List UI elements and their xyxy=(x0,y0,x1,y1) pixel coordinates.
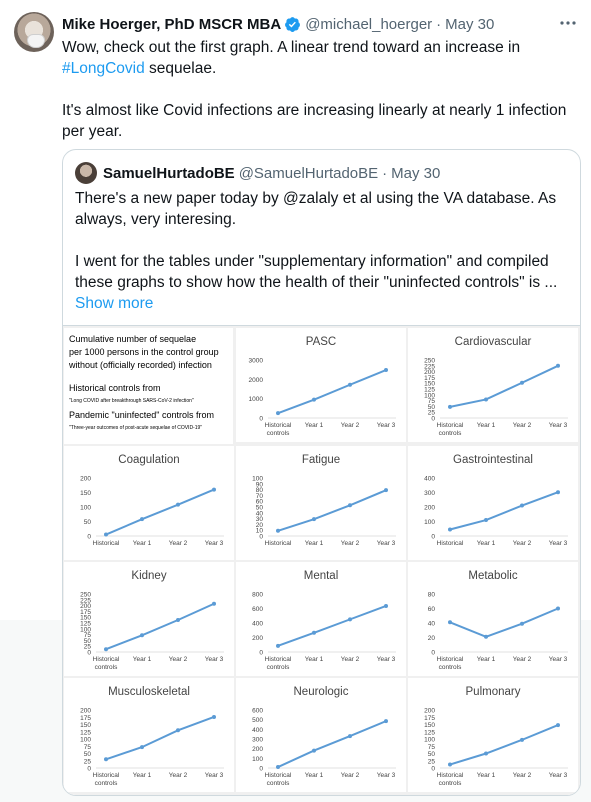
y-tick-label: 25 xyxy=(83,643,91,651)
y-tick-label: 400 xyxy=(252,620,263,628)
x-tick-label: Year 2 xyxy=(168,656,188,663)
legend-title-line2: per 1000 persons in the control group xyxy=(69,347,219,357)
hashtag-link[interactable]: #LongCovid xyxy=(62,60,145,77)
verified-badge-icon xyxy=(284,16,301,33)
y-tick-label: 3000 xyxy=(248,357,263,365)
x-tick-label: Historical xyxy=(92,540,120,547)
series-line xyxy=(106,717,214,759)
data-point xyxy=(484,752,488,756)
chart-svg xyxy=(236,446,406,560)
series-line xyxy=(278,721,386,767)
data-point xyxy=(348,617,352,621)
y-tick-label: 40 xyxy=(255,510,263,518)
chart-panel-pulmonary xyxy=(408,678,578,792)
data-point xyxy=(104,533,108,537)
x-tick-label: Year 3 xyxy=(204,772,224,779)
y-tick-label: 25 xyxy=(427,758,435,766)
y-tick-label: 175 xyxy=(424,714,435,722)
data-point xyxy=(140,745,144,749)
chart-panel-neurologic xyxy=(236,678,406,792)
data-point xyxy=(556,490,560,494)
x-tick-label: Year 3 xyxy=(376,772,396,779)
x-tick-label-line1: Historical xyxy=(92,656,120,663)
y-tick-label: 60 xyxy=(255,498,263,506)
y-tick-label: 0 xyxy=(259,415,263,423)
y-tick-label: 150 xyxy=(80,722,91,729)
chart-title: Neurologic xyxy=(293,686,349,698)
x-tick-label: Year 1 xyxy=(132,656,152,663)
series-line xyxy=(106,604,214,649)
x-tick-label: Year 1 xyxy=(304,540,324,547)
data-point xyxy=(276,644,280,648)
y-tick-label: 125 xyxy=(424,386,435,394)
x-tick-label-line2: controls xyxy=(438,780,462,787)
tweet-paragraph-1 xyxy=(62,37,577,79)
y-tick-label: 90 xyxy=(255,481,263,489)
y-tick-label: 250 xyxy=(424,357,435,365)
y-tick-label: 150 xyxy=(80,614,91,622)
y-tick-label: 20 xyxy=(255,521,263,529)
data-point xyxy=(312,631,316,635)
quote-paragraph-1: There's a new paper today by @zalaly et al using the VA database. As always, very interesing. xyxy=(75,190,557,228)
x-tick-label: Year 2 xyxy=(340,540,360,547)
y-tick-label: 200 xyxy=(252,746,263,754)
x-tick-label-line2: controls xyxy=(94,664,118,671)
legend-historical-source: "Long COVID after breakthrough SARS-CoV-2 infection" xyxy=(69,398,194,404)
x-tick-label: Year 3 xyxy=(548,656,568,663)
series-line xyxy=(278,606,386,646)
y-tick-label: 25 xyxy=(427,409,435,417)
data-point xyxy=(484,635,488,639)
y-tick-label: 500 xyxy=(252,717,263,725)
quote-author-name[interactable]: SamuelHurtadoBE xyxy=(103,164,235,182)
y-tick-label: 80 xyxy=(427,591,435,599)
y-tick-label: 175 xyxy=(80,608,91,616)
y-tick-label: 150 xyxy=(424,722,435,729)
data-point xyxy=(276,411,280,415)
data-point xyxy=(176,618,180,622)
chart-title: Gastrointestinal xyxy=(453,454,533,466)
y-tick-label: 800 xyxy=(252,591,263,599)
data-point xyxy=(484,397,488,401)
x-tick-label-line2: controls xyxy=(266,664,290,671)
face-mask-shape xyxy=(27,34,45,48)
y-tick-label: 2000 xyxy=(248,376,263,384)
legend-title-line1: Cumulative number of sequelae xyxy=(69,334,197,344)
chart-panel-metabolic xyxy=(408,562,578,676)
data-point xyxy=(312,398,316,402)
y-tick-label: 25 xyxy=(83,758,91,766)
chart-title: Kidney xyxy=(131,570,167,582)
data-point xyxy=(448,405,452,409)
y-tick-label: 20 xyxy=(427,635,435,642)
show-more-link[interactable]: Show more xyxy=(75,295,154,312)
y-tick-label: 225 xyxy=(424,363,435,371)
data-point xyxy=(140,517,144,521)
x-tick-label: Historical xyxy=(436,540,464,547)
chart-svg xyxy=(64,678,234,792)
y-tick-label: 100 xyxy=(424,519,435,526)
y-tick-label: 70 xyxy=(255,492,263,500)
x-tick-label: Year 2 xyxy=(512,656,532,663)
chart-title: Metabolic xyxy=(468,570,518,582)
x-tick-label xyxy=(265,656,292,671)
y-tick-label: 300 xyxy=(252,736,263,744)
chart-svg xyxy=(408,678,578,792)
data-point xyxy=(176,503,180,507)
quote-text xyxy=(75,188,570,314)
data-point xyxy=(448,620,452,624)
y-tick-label: 225 xyxy=(80,597,91,605)
figure-legend-panel xyxy=(64,328,233,444)
x-tick-label: Year 1 xyxy=(476,540,496,547)
quote-separator-dot: · xyxy=(382,164,388,182)
x-tick-label-line2: controls xyxy=(94,780,118,787)
legend-title-line3: without (officially recorded) infection xyxy=(69,360,212,370)
x-tick-label-line1: Historical xyxy=(264,422,292,429)
x-tick-label: Year 3 xyxy=(376,656,396,663)
series-line xyxy=(450,366,558,407)
y-tick-label: 300 xyxy=(424,490,435,497)
chart-title: Musculoskeletal xyxy=(108,686,190,698)
chart-panel-musculoskeletal xyxy=(64,678,234,792)
chart-svg xyxy=(236,678,406,792)
data-point xyxy=(520,738,524,742)
y-tick-label: 0 xyxy=(259,765,263,773)
y-tick-label: 10 xyxy=(255,527,263,535)
x-tick-label: Year 1 xyxy=(304,656,324,663)
y-tick-label: 100 xyxy=(252,755,263,763)
chart-svg xyxy=(64,446,234,560)
x-tick-label xyxy=(437,772,464,787)
data-point xyxy=(212,602,216,606)
x-tick-label: Year 2 xyxy=(168,772,188,779)
y-tick-label: 0 xyxy=(87,765,91,773)
x-tick-label: Year 3 xyxy=(376,540,396,547)
chart-title: Coagulation xyxy=(118,454,180,466)
data-point xyxy=(212,715,216,719)
y-tick-label: 0 xyxy=(259,649,263,657)
data-point xyxy=(520,622,524,626)
y-tick-label: 0 xyxy=(87,649,91,657)
y-tick-label: 200 xyxy=(424,369,435,377)
chart-svg xyxy=(408,446,578,560)
data-point xyxy=(556,607,560,611)
separator-dot: · xyxy=(436,15,442,33)
x-tick-label-line1: Historical xyxy=(264,656,292,663)
y-tick-label: 0 xyxy=(431,649,435,657)
tweet-paragraph-2: It's almost like Covid infections are increasing linearly at nearly 1 infection per year. xyxy=(62,102,567,140)
y-tick-label: 600 xyxy=(252,606,263,613)
y-tick-label: 30 xyxy=(255,516,263,524)
legend-pandemic-label: Pandemic "uninfected" controls from xyxy=(69,410,214,420)
y-tick-label: 100 xyxy=(80,504,91,512)
y-tick-label: 200 xyxy=(252,635,263,642)
more-dots-glyph xyxy=(559,14,577,32)
data-point xyxy=(384,604,388,608)
chart-svg xyxy=(236,328,406,442)
y-tick-label: 125 xyxy=(424,729,435,737)
y-tick-label: 50 xyxy=(255,504,263,512)
y-tick-label: 200 xyxy=(80,707,91,715)
y-tick-label: 150 xyxy=(80,490,91,497)
y-tick-label: 50 xyxy=(83,637,91,645)
chart-panel-mental xyxy=(236,562,406,676)
series-line xyxy=(278,490,386,531)
x-tick-label: Year 1 xyxy=(476,656,496,663)
quote-header xyxy=(75,162,440,184)
chart-title: Fatigue xyxy=(301,454,341,466)
quote-date[interactable]: May 30 xyxy=(391,164,441,182)
y-tick-label: 100 xyxy=(80,626,91,634)
y-tick-label: 75 xyxy=(83,743,91,751)
data-point xyxy=(104,647,108,651)
y-tick-label: 200 xyxy=(80,603,91,611)
x-tick-label: Year 3 xyxy=(548,422,568,429)
chart-panel-kidney xyxy=(64,562,234,676)
chart-panel-coagulation xyxy=(64,446,234,560)
data-point xyxy=(384,368,388,372)
x-tick-label: Year 2 xyxy=(340,772,360,779)
x-tick-label: Year 2 xyxy=(340,422,360,429)
y-tick-label: 0 xyxy=(431,415,435,423)
more-icon[interactable] xyxy=(559,14,577,32)
data-point xyxy=(276,529,280,533)
x-tick-label: Year 1 xyxy=(132,540,152,547)
tweet-date[interactable]: May 30 xyxy=(445,15,495,33)
x-tick-label-line2: controls xyxy=(438,430,462,437)
data-point xyxy=(176,728,180,732)
data-point xyxy=(384,719,388,723)
x-tick-label: Year 1 xyxy=(476,422,496,429)
chart-panel-cardiovascular xyxy=(408,328,578,442)
y-tick-label: 400 xyxy=(424,475,435,483)
x-tick-label: Year 3 xyxy=(548,772,568,779)
quoted-tweet[interactable] xyxy=(62,149,581,796)
tweet-text xyxy=(62,37,577,142)
quote-paragraph-gap xyxy=(75,230,570,251)
x-tick-label-line1: Historical xyxy=(436,772,464,779)
data-point xyxy=(104,757,108,761)
y-tick-label: 40 xyxy=(427,620,435,628)
y-tick-label: 80 xyxy=(255,487,263,495)
data-point xyxy=(556,723,560,727)
series-line xyxy=(450,609,558,637)
x-tick-label xyxy=(437,656,464,671)
y-tick-label: 75 xyxy=(427,398,435,406)
chart-title: Mental xyxy=(303,570,339,582)
data-point xyxy=(556,364,560,368)
chart-svg xyxy=(64,562,234,676)
data-point xyxy=(276,765,280,769)
x-tick-label: Year 3 xyxy=(376,422,396,429)
y-tick-label: 250 xyxy=(80,591,91,599)
y-tick-label: 200 xyxy=(424,504,435,512)
quote-author-avatar[interactable] xyxy=(75,162,97,184)
data-point xyxy=(384,488,388,492)
x-tick-label: Year 1 xyxy=(132,772,152,779)
tweet-text-line2: sequelae. xyxy=(144,60,217,77)
data-point xyxy=(520,504,524,508)
x-tick-label: Year 2 xyxy=(512,540,532,547)
y-tick-label: 75 xyxy=(83,632,91,640)
data-point xyxy=(484,518,488,522)
chart-panel-fatigue xyxy=(236,446,406,560)
y-tick-label: 100 xyxy=(424,736,435,744)
y-tick-label: 0 xyxy=(87,533,91,541)
x-tick-label-line1: Historical xyxy=(264,772,292,779)
y-tick-label: 50 xyxy=(427,751,435,758)
data-point xyxy=(448,527,452,531)
y-tick-label: 200 xyxy=(424,707,435,715)
x-tick-label-line1: Historical xyxy=(436,422,464,429)
y-tick-label: 100 xyxy=(80,736,91,744)
y-tick-label: 600 xyxy=(252,707,263,715)
author-avatar[interactable] xyxy=(14,12,54,52)
chart-panel-gastrointestinal xyxy=(408,446,578,560)
paragraph-gap xyxy=(62,79,577,100)
x-tick-label-line2: controls xyxy=(266,780,290,787)
quote-paragraph-2: I went for the tables under "supplementary information" and compiled these graphs to show how the health of their "uninfected controls" is ... xyxy=(75,253,558,291)
y-tick-label: 100 xyxy=(424,392,435,400)
chart-title: PASC xyxy=(305,336,337,348)
x-tick-label: Year 2 xyxy=(340,656,360,663)
chart-svg xyxy=(408,562,578,676)
y-tick-label: 75 xyxy=(427,743,435,751)
x-tick-label-line2: controls xyxy=(266,430,290,437)
author-handle[interactable]: @michael_hoerger xyxy=(305,15,433,33)
data-point xyxy=(348,734,352,738)
chart-svg xyxy=(236,562,406,676)
series-line xyxy=(278,370,386,413)
x-tick-label xyxy=(437,422,464,437)
series-line xyxy=(106,490,214,535)
y-tick-label: 50 xyxy=(83,519,91,526)
x-tick-label: Year 1 xyxy=(304,422,324,429)
x-tick-label xyxy=(93,772,120,787)
x-tick-label: Year 2 xyxy=(168,540,188,547)
data-point xyxy=(448,763,452,767)
series-line xyxy=(450,492,558,529)
x-tick-label xyxy=(265,422,292,437)
y-tick-label: 125 xyxy=(80,729,91,737)
quote-image[interactable] xyxy=(63,325,580,796)
y-tick-label: 175 xyxy=(80,714,91,722)
y-tick-label: 150 xyxy=(424,380,435,388)
x-tick-label: Year 2 xyxy=(512,772,532,779)
data-point xyxy=(348,383,352,387)
x-tick-label: Year 3 xyxy=(548,540,568,547)
x-tick-label-line1: Historical xyxy=(92,772,120,779)
legend-pandemic-source: "Three-year outcomes of post-acute sequelae of COVID-19" xyxy=(69,425,203,431)
x-tick-label: Year 2 xyxy=(512,422,532,429)
data-point xyxy=(312,517,316,521)
y-tick-label: 0 xyxy=(431,765,435,773)
tweet-text-line1: Wow, check out the first graph. A linear trend toward an increase in xyxy=(62,39,521,56)
tweet-header xyxy=(62,13,582,35)
chart-panel-pasc xyxy=(236,328,406,442)
x-tick-label xyxy=(265,772,292,787)
chart-title: Pulmonary xyxy=(465,686,521,698)
x-tick-label: Year 3 xyxy=(204,540,224,547)
data-point xyxy=(140,633,144,637)
y-tick-label: 60 xyxy=(427,606,435,613)
y-tick-label: 200 xyxy=(80,475,91,483)
y-tick-label: 175 xyxy=(424,374,435,382)
y-tick-label: 50 xyxy=(427,403,435,411)
data-point xyxy=(348,503,352,507)
y-tick-label: 400 xyxy=(252,726,263,734)
x-tick-label xyxy=(93,656,120,671)
x-tick-label: Year 1 xyxy=(476,772,496,779)
y-tick-label: 1000 xyxy=(248,396,263,404)
legend-historical-label: Historical controls from xyxy=(69,383,161,393)
y-tick-label: 125 xyxy=(80,620,91,628)
data-point xyxy=(520,381,524,385)
series-line xyxy=(450,725,558,764)
y-tick-label: 100 xyxy=(252,475,263,483)
data-point xyxy=(312,749,316,753)
chart-title: Cardiovascular xyxy=(454,336,532,348)
author-name[interactable]: Mike Hoerger, PhD MSCR MBA xyxy=(62,15,282,33)
x-tick-label-line2: controls xyxy=(438,664,462,671)
y-tick-label: 0 xyxy=(259,533,263,541)
chart-svg xyxy=(408,328,578,442)
quote-author-handle[interactable]: @SamuelHurtadoBE xyxy=(238,164,379,182)
y-tick-label: 50 xyxy=(83,751,91,758)
x-tick-label: Year 1 xyxy=(304,772,324,779)
x-tick-label: Year 3 xyxy=(204,656,224,663)
x-tick-label-line1: Historical xyxy=(436,656,464,663)
y-tick-label: 0 xyxy=(431,533,435,541)
data-point xyxy=(212,488,216,492)
x-tick-label: Historical xyxy=(264,540,292,547)
